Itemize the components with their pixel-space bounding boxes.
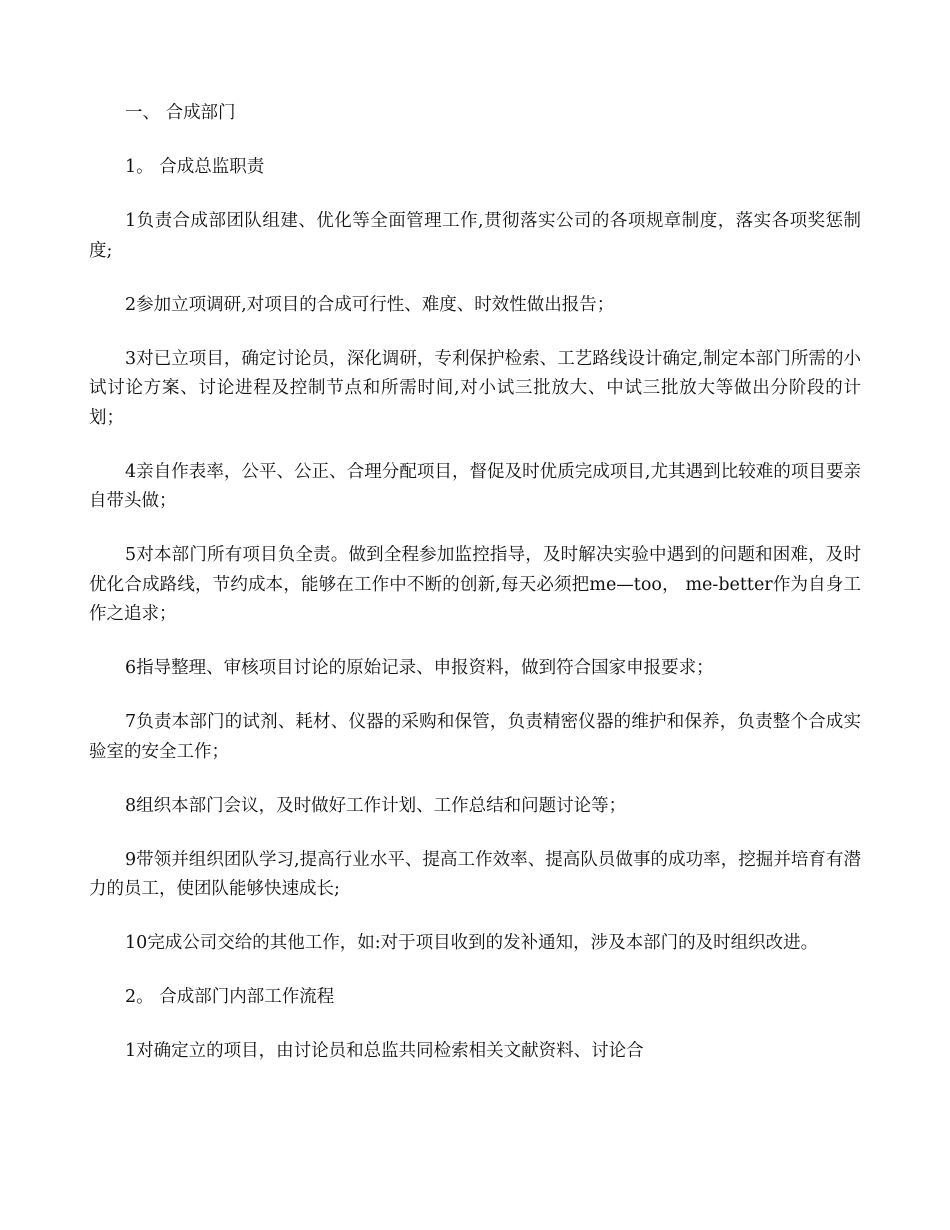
workflow-item-1: 1对确定立的项目，由讨论员和总监共同检索相关文献资料、讨论合 [125, 1041, 644, 1061]
duty-item-4: 4亲自作表率，公平、公正、合理分配项目，督促及时优质完成项目,尤其遇到比较难的项目要亲自带头做； [89, 461, 861, 511]
duty-item-7: 7负责本部门的试剂、耗材、仪器的采购和保管，负责精密仪器的维护和保养，负责整个合成实验室的安全工作； [89, 712, 861, 762]
duty-item-9: 9带领并组织团队学习,提高行业水平、提高工作效率、提高队员做事的成功率，挖掘并培育有潜力的员工，使团队能够快速成长; [89, 849, 861, 899]
duty-item-8: 8组织本部门会议，及时做好工作计划、工作总结和问题讨论等； [125, 795, 627, 816]
duty-item-2: 2参加立项调研,对项目的合成可行性、难度、时效性做出报告； [125, 294, 615, 315]
subsection-heading-workflow: 2。 合成部门内部工作流程 [125, 987, 335, 1007]
duty-item-3: 3对已立项目，确定讨论员，深化调研，专利保护检索、工艺路线设计确定,制定本部门所需的小试讨论方案、讨论进程及控制节点和所需时间,对小试三批放大、中试三批放大等做出分阶段的计划； [89, 348, 861, 428]
section-heading: 一、 合成部门 [125, 103, 236, 123]
duty-item-1: 1负责合成部团队组建、优化等全面管理工作,贯彻落实公司的各项规章制度，落实各项奖惩制度; [89, 211, 861, 261]
duty-item-6: 6指导整理、审核项目讨论的原始记录、申报资料，做到符合国家申报要求； [125, 658, 714, 678]
document-body [89, 99, 861, 1091]
duty-item-10: 10完成公司交给的其他工作，如:对于项目收到的发补通知，涉及本部门的及时组织改进。 [125, 933, 819, 953]
duty-item-5: 5对本部门所有项目负全责。做到全程参加监控指导，及时解决实验中遇到的问题和困难，及时优化合成路线，节约成本，能够在工作中不断的创新,每天必须把me—too， me-better作为自身工作之追求； [89, 545, 861, 624]
subsection-heading-duties: 1。 合成总监职责 [125, 157, 265, 177]
